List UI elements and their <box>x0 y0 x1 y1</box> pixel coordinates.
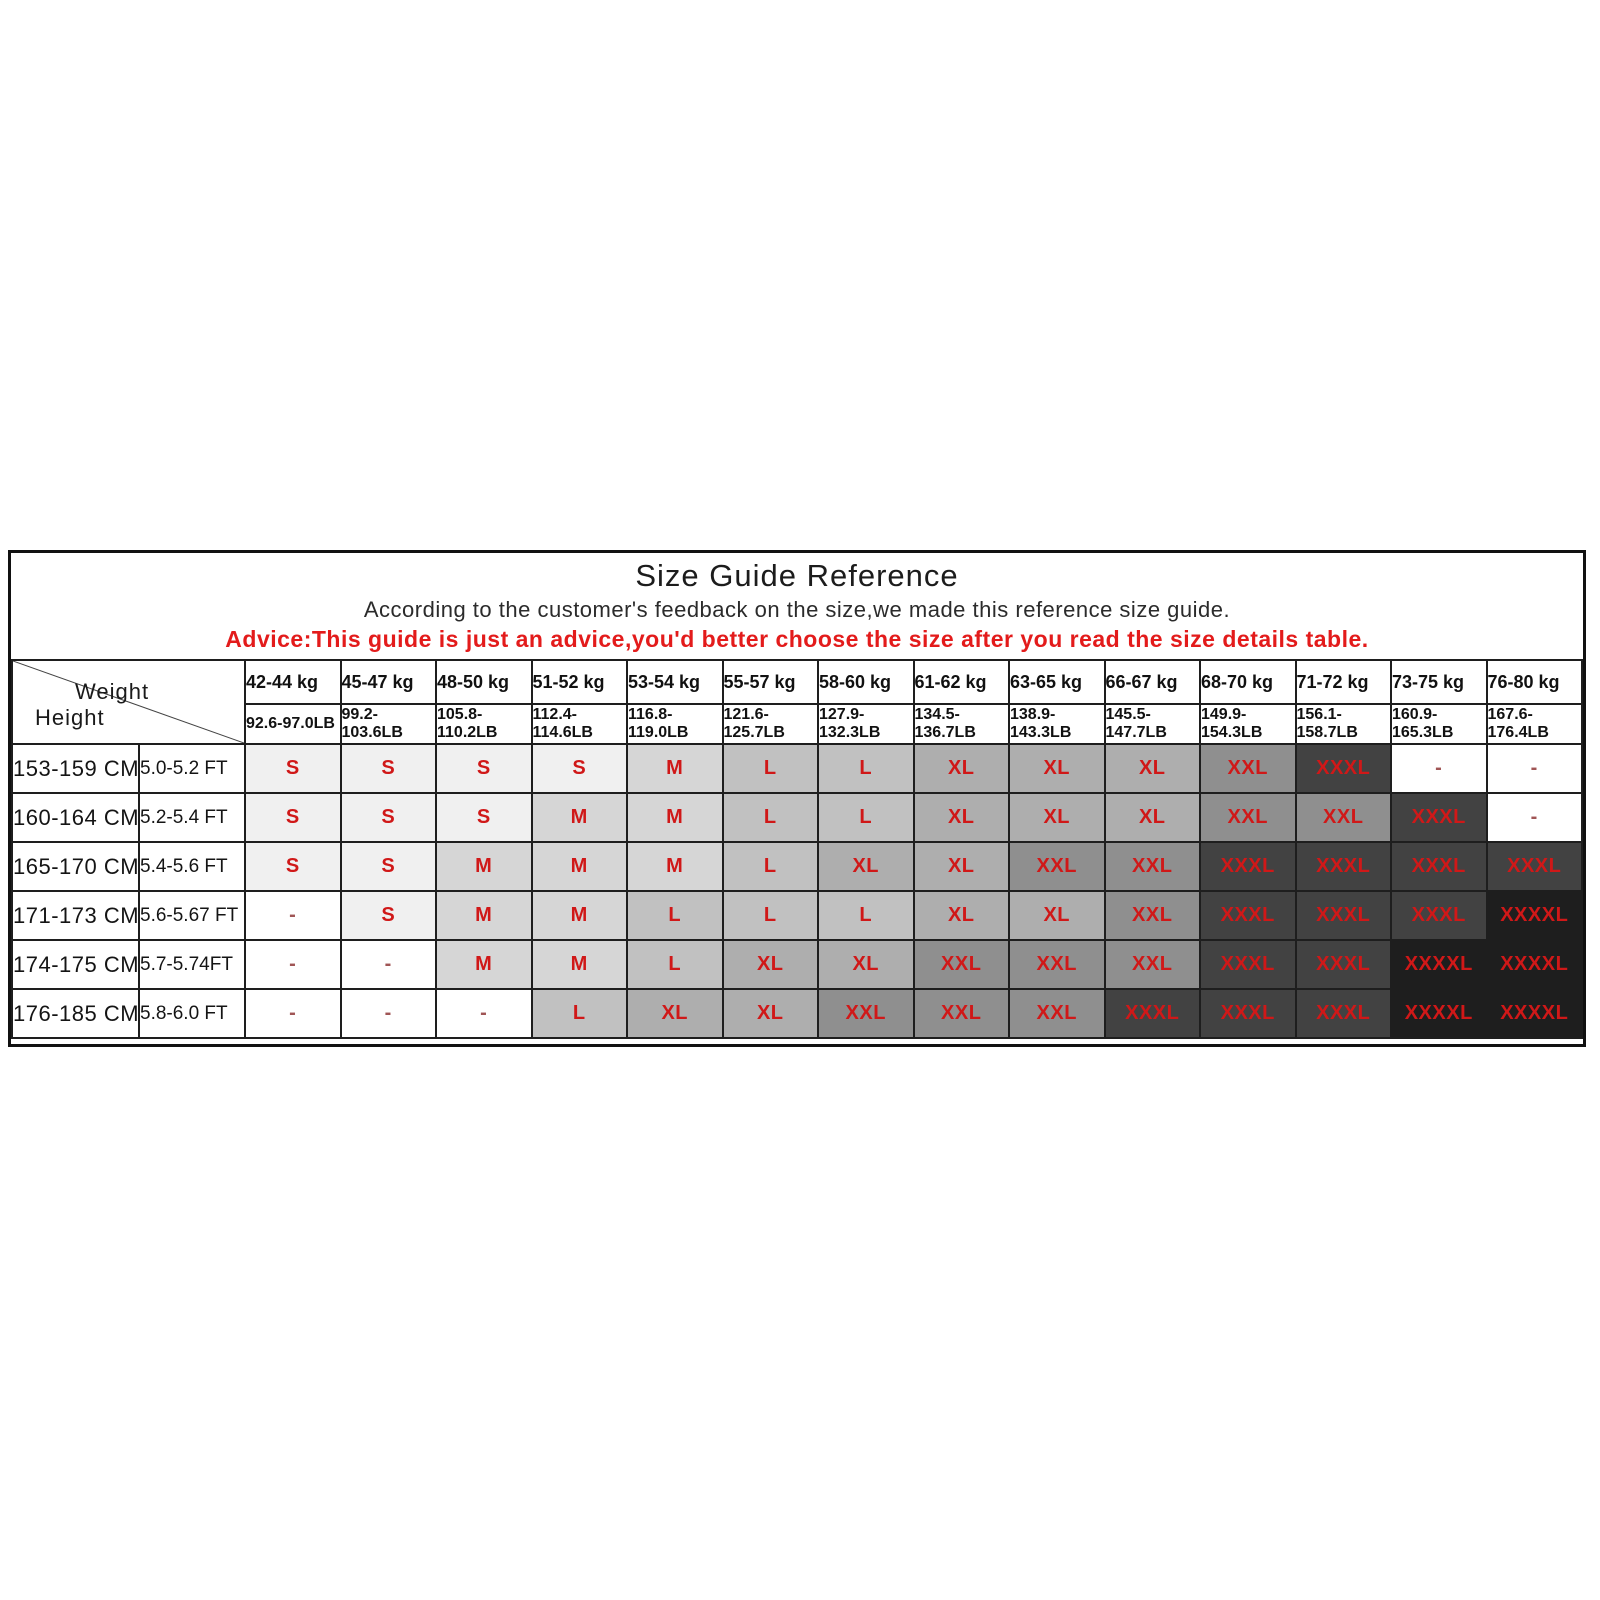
weight-lb-header-row <box>12 704 1582 744</box>
size-cell: XXXL <box>1296 891 1392 940</box>
size-cell: L <box>723 793 819 842</box>
weight-kg-header: 51-52 kg <box>532 660 628 704</box>
weight-lb-header: 160.9-165.3LB <box>1391 704 1487 744</box>
size-cell: XXL <box>1296 793 1392 842</box>
size-cell: L <box>627 940 723 989</box>
size-cell: XXL <box>914 989 1010 1038</box>
size-cell: XXXL <box>1200 842 1296 891</box>
size-cell: S <box>245 842 341 891</box>
weight-kg-header: 58-60 kg <box>818 660 914 704</box>
size-cell: M <box>532 891 628 940</box>
weight-kg-header: 63-65 kg <box>1009 660 1105 704</box>
size-cell: S <box>436 744 532 793</box>
weight-lb-header: 105.8-110.2LB <box>436 704 532 744</box>
weight-lb-header: 138.9-143.3LB <box>1009 704 1105 744</box>
size-cell: S <box>436 793 532 842</box>
size-cell: S <box>341 744 437 793</box>
size-cell: XXXL <box>1391 842 1487 891</box>
weight-lb-header: 156.1-158.7LB <box>1296 704 1392 744</box>
size-cell: XXL <box>914 940 1010 989</box>
size-cell: - <box>245 989 341 1038</box>
size-cell: XXXXL <box>1487 989 1583 1038</box>
size-cell: - <box>1487 793 1583 842</box>
size-cell: M <box>627 793 723 842</box>
size-cell: XXL <box>1009 940 1105 989</box>
size-cell: XL <box>627 989 723 1038</box>
size-cell: S <box>532 744 628 793</box>
height-row <box>12 940 1582 989</box>
size-cell: - <box>1391 744 1487 793</box>
subtitle-text: According to the customer's feedback on the size,we made this reference size guide. <box>363 597 1231 622</box>
weight-lb-header: 167.6-176.4LB <box>1487 704 1583 744</box>
size-cell: L <box>723 891 819 940</box>
weight-kg-header: 76-80 kg <box>1487 660 1583 704</box>
size-cell: - <box>245 891 341 940</box>
size-cell: XL <box>914 744 1010 793</box>
size-cell: XL <box>818 842 914 891</box>
height-cm-cell: 176-185 CM <box>12 989 139 1038</box>
height-cm-cell: 153-159 CM <box>12 744 139 793</box>
size-cell: XL <box>818 940 914 989</box>
size-cell: XL <box>1105 744 1201 793</box>
advice-text: Advice:This guide is just an advice,you'd better choose the size after you read the size details table. <box>225 626 1369 652</box>
size-cell: XL <box>1105 793 1201 842</box>
height-cm-cell: 171-173 CM <box>12 891 139 940</box>
weight-kg-header: 73-75 kg <box>1391 660 1487 704</box>
size-cell: L <box>723 842 819 891</box>
weight-kg-header: 53-54 kg <box>627 660 723 704</box>
size-cell: XXXXL <box>1487 940 1583 989</box>
size-cell: - <box>341 940 437 989</box>
size-cell: XL <box>723 940 819 989</box>
height-ft-cell: 5.7-5.74FT <box>139 940 245 989</box>
size-cell: XL <box>1009 744 1105 793</box>
size-cell: S <box>245 793 341 842</box>
weight-lb-header: 134.5-136.7LB <box>914 704 1010 744</box>
weight-lb-header: 145.5-147.7LB <box>1105 704 1201 744</box>
size-cell: XL <box>914 793 1010 842</box>
height-cm-cell: 165-170 CM <box>12 842 139 891</box>
size-cell: XXXXL <box>1391 989 1487 1038</box>
size-cell: XXXL <box>1200 940 1296 989</box>
height-cm-cell: 174-175 CM <box>12 940 139 989</box>
size-cell: XXXL <box>1487 842 1583 891</box>
size-cell: L <box>818 891 914 940</box>
size-cell: XXL <box>1105 940 1201 989</box>
height-row <box>12 842 1582 891</box>
height-row <box>12 891 1582 940</box>
corner-height-label: Height <box>35 705 105 730</box>
size-cell: M <box>532 793 628 842</box>
weight-kg-header: 71-72 kg <box>1296 660 1392 704</box>
size-cell: XXL <box>1009 842 1105 891</box>
size-guide-table <box>11 659 1583 1039</box>
height-ft-cell: 5.2-5.4 FT <box>139 793 245 842</box>
corner-weight-label: Weight <box>75 679 150 704</box>
size-cell: L <box>818 793 914 842</box>
weight-kg-header: 61-62 kg <box>914 660 1010 704</box>
weight-lb-header: 127.9-132.3LB <box>818 704 914 744</box>
size-cell: XXXL <box>1296 940 1392 989</box>
size-cell: S <box>341 793 437 842</box>
weight-kg-header: 66-67 kg <box>1105 660 1201 704</box>
weight-kg-header: 45-47 kg <box>341 660 437 704</box>
size-cell: M <box>436 891 532 940</box>
height-row <box>12 989 1582 1038</box>
size-cell: XXXL <box>1105 989 1201 1038</box>
size-cell: - <box>245 940 341 989</box>
size-cell: XXL <box>1200 744 1296 793</box>
height-ft-cell: 5.8-6.0 FT <box>139 989 245 1038</box>
size-cell: XL <box>723 989 819 1038</box>
size-cell: L <box>532 989 628 1038</box>
size-cell: - <box>341 989 437 1038</box>
size-guide-panel <box>8 550 1586 1047</box>
size-cell: L <box>818 744 914 793</box>
weight-lb-header: 112.4-114.6LB <box>532 704 628 744</box>
weight-lb-header: 116.8-119.0LB <box>627 704 723 744</box>
size-cell: XXXL <box>1296 842 1392 891</box>
page-title: Size Guide Reference <box>635 558 959 593</box>
height-ft-cell: 5.4-5.6 FT <box>139 842 245 891</box>
size-cell: XXL <box>818 989 914 1038</box>
height-row <box>12 744 1582 793</box>
weight-kg-header: 55-57 kg <box>723 660 819 704</box>
size-cell: M <box>627 842 723 891</box>
size-cell: XXXXL <box>1391 940 1487 989</box>
size-cell: XXXL <box>1391 793 1487 842</box>
size-cell: XXXL <box>1296 989 1392 1038</box>
weight-lb-header: 121.6-125.7LB <box>723 704 819 744</box>
weight-kg-header: 68-70 kg <box>1200 660 1296 704</box>
weight-lb-header: 99.2-103.6LB <box>341 704 437 744</box>
weight-lb-header: 149.9-154.3LB <box>1200 704 1296 744</box>
weight-height-corner-cell <box>12 660 245 744</box>
size-cell: S <box>341 842 437 891</box>
size-cell: XXXL <box>1200 989 1296 1038</box>
size-cell: XXL <box>1200 793 1296 842</box>
size-cell: M <box>532 940 628 989</box>
size-cell: S <box>341 891 437 940</box>
size-cell: S <box>245 744 341 793</box>
size-cell: XXXL <box>1200 891 1296 940</box>
size-cell: XXL <box>1105 891 1201 940</box>
size-cell: XXL <box>1009 989 1105 1038</box>
weight-lb-header: 92.6-97.0LB <box>245 704 341 744</box>
size-cell: XL <box>1009 891 1105 940</box>
height-ft-cell: 5.6-5.67 FT <box>139 891 245 940</box>
size-cell: L <box>723 744 819 793</box>
size-cell: - <box>436 989 532 1038</box>
size-cell: M <box>436 940 532 989</box>
weight-kg-header: 42-44 kg <box>245 660 341 704</box>
size-cell: XL <box>914 891 1010 940</box>
size-cell: XXL <box>1105 842 1201 891</box>
size-cell: - <box>1487 744 1583 793</box>
size-cell: L <box>627 891 723 940</box>
size-cell: M <box>627 744 723 793</box>
weight-kg-header: 48-50 kg <box>436 660 532 704</box>
weight-kg-header-row <box>12 660 1582 704</box>
size-cell: M <box>436 842 532 891</box>
height-ft-cell: 5.0-5.2 FT <box>139 744 245 793</box>
height-row <box>12 793 1582 842</box>
size-cell: XL <box>914 842 1010 891</box>
size-cell: XXXXL <box>1487 891 1583 940</box>
size-cell: XXXL <box>1296 744 1392 793</box>
size-cell: XXXL <box>1391 891 1487 940</box>
height-cm-cell: 160-164 CM <box>12 793 139 842</box>
size-cell: XL <box>1009 793 1105 842</box>
size-cell: M <box>532 842 628 891</box>
